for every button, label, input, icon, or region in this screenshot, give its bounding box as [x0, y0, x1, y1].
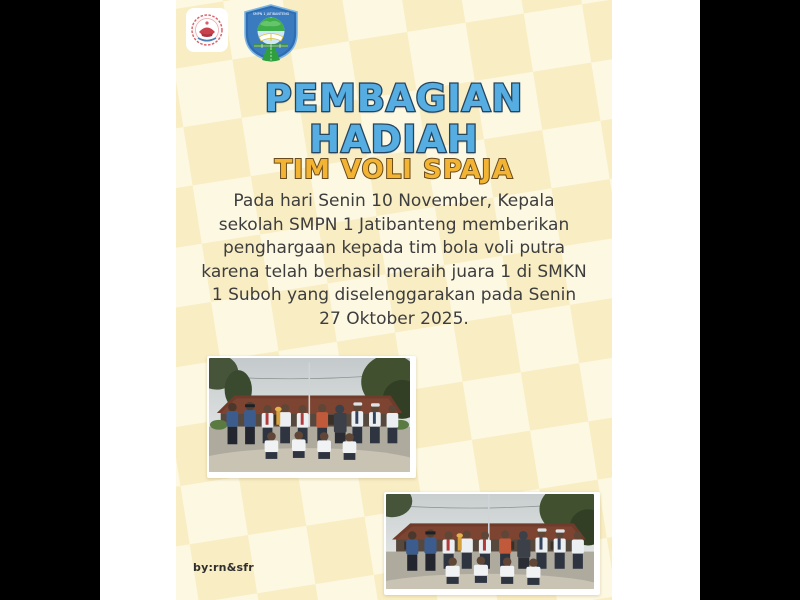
poster-canvas	[100, 0, 700, 600]
announcement-text	[184, 190, 604, 331]
poster-title-line-2: HADIAH	[309, 118, 479, 161]
letterbox-right	[700, 0, 800, 600]
poster-title-line-1: PEMBAGIAN	[264, 77, 524, 120]
svg-text:SMPN 1 JATIBANTENG: SMPN 1 JATIBANTENG	[252, 12, 290, 16]
letterbox-left	[0, 0, 100, 600]
poster-content	[176, 0, 612, 600]
smpn-1-jatibanteng-shield-icon	[242, 4, 300, 62]
school-foundation-emblem-icon	[186, 8, 228, 52]
announcement-line: karena telah berhasil meraih juara 1 di SMKN	[201, 261, 587, 282]
team-photo-1	[207, 356, 416, 478]
team-photo-2	[384, 492, 600, 595]
announcement-line: 27 Oktober 2025.	[319, 308, 469, 329]
announcement-line: sekolah SMPN 1 Jatibanteng memberikan	[218, 214, 570, 235]
announcement-line: penghargaan kepada tim bola voli putra	[222, 238, 566, 258]
poster	[176, 0, 612, 600]
announcement-line: 1 Suboh yang diselenggarakan pada Senin	[211, 285, 577, 305]
credit-text: by:rn&sfr	[193, 561, 254, 574]
announcement-line: Pada hari Senin 10 November, Kepala	[233, 191, 555, 211]
poster-subtitle: TIM VOLI SPAJA	[274, 155, 514, 185]
